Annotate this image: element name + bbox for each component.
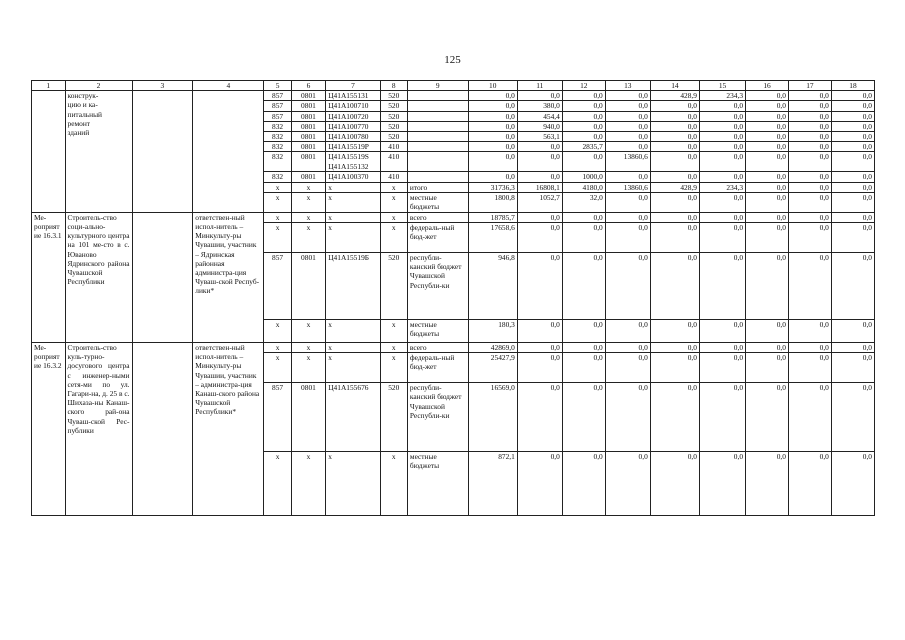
section-cell: 0801 (291, 172, 326, 182)
amount-cell: 0,0 (831, 182, 874, 192)
activity-name-line: питальный (67, 109, 103, 119)
column-header: 15 (699, 81, 745, 91)
amount-cell: 0,0 (746, 212, 789, 222)
column-header: 2 (65, 81, 132, 91)
expense-type-cell: x (380, 192, 407, 212)
amount-cell: 0,0 (517, 212, 562, 222)
activity-code-cell: Ме-роприятие 16.3.2 (32, 343, 66, 516)
amount-cell: 0,0 (788, 383, 831, 452)
executor-cell: ответствен-ный испол-нитель – Минкульту-ры Чувашии, участник – Ядринская районная администра-ция Чуваш-ской Респуб-лики* (193, 212, 264, 342)
grbs-cell: x (264, 223, 291, 253)
amount-cell: 0,0 (468, 172, 517, 182)
column-header: 16 (746, 81, 789, 91)
amount-cell: 0,0 (650, 132, 699, 142)
section-cell: 0801 (291, 91, 326, 101)
amount-cell: 0,0 (650, 152, 699, 172)
amount-cell: 1800,8 (468, 192, 517, 212)
amount-cell: 0,0 (650, 142, 699, 152)
funding-source-cell (407, 142, 468, 152)
amount-cell: 0,0 (831, 142, 874, 152)
section-cell: 0801 (291, 132, 326, 142)
amount-cell: 0,0 (517, 152, 562, 172)
funding-source-cell: местные бюджеты (407, 452, 468, 516)
amount-cell: 380,0 (517, 101, 562, 111)
amount-cell: 0,0 (788, 353, 831, 383)
amount-cell: 0,0 (746, 223, 789, 253)
amount-cell: 0,0 (468, 142, 517, 152)
amount-cell: 0,0 (517, 142, 562, 152)
amount-cell: 42869,0 (468, 343, 517, 353)
grbs-cell: 857 (264, 111, 291, 121)
grbs-cell: 832 (264, 121, 291, 131)
amount-cell: 0,0 (650, 383, 699, 452)
expense-type-cell: 520 (380, 111, 407, 121)
page-number: 125 (444, 54, 461, 66)
funding-source-cell (407, 152, 468, 172)
amount-cell: 0,0 (788, 132, 831, 142)
grbs-cell: 832 (264, 142, 291, 152)
amount-cell: 0,0 (517, 343, 562, 353)
amount-cell: 0,0 (562, 101, 605, 111)
amount-cell: 16808,1 (517, 182, 562, 192)
amount-cell: 0,0 (831, 320, 874, 343)
grbs-cell: 832 (264, 132, 291, 142)
funding-source-cell (407, 101, 468, 111)
expense-type-cell: 520 (380, 383, 407, 452)
funding-source-cell: всего (407, 343, 468, 353)
expense-type-cell: x (380, 223, 407, 253)
amount-cell: 0,0 (788, 152, 831, 172)
amount-cell: 0,0 (562, 111, 605, 121)
grbs-cell: x (264, 212, 291, 222)
amount-cell: 0,0 (699, 343, 745, 353)
amount-cell: 0,0 (788, 182, 831, 192)
amount-cell: 0,0 (650, 121, 699, 131)
amount-cell: 0,0 (517, 91, 562, 101)
expense-type-cell: x (380, 343, 407, 353)
amount-cell: 0,0 (746, 121, 789, 131)
amount-cell: 0,0 (831, 212, 874, 222)
amount-cell: 0,0 (605, 101, 650, 111)
amount-cell: 0,0 (831, 383, 874, 452)
amount-cell: 0,0 (746, 353, 789, 383)
amount-cell: 0,0 (650, 101, 699, 111)
amount-cell: 0,0 (605, 383, 650, 452)
funding-source-cell: федераль-ный бюд-жет (407, 353, 468, 383)
expense-type-cell: 410 (380, 152, 407, 172)
amount-cell: 0,0 (562, 223, 605, 253)
column-header: 6 (291, 81, 326, 91)
amount-cell: 0,0 (605, 353, 650, 383)
amount-cell: 0,0 (562, 383, 605, 452)
table-row (32, 343, 875, 353)
grbs-cell: 857 (264, 91, 291, 101)
section-cell: x (291, 353, 326, 383)
amount-cell: 16569,0 (468, 383, 517, 452)
amount-cell: 0,0 (517, 383, 562, 452)
amount-cell: 234,3 (699, 182, 745, 192)
expense-type-cell: x (380, 320, 407, 343)
program-cell (132, 91, 193, 213)
expense-type-cell: 410 (380, 172, 407, 182)
amount-cell: 0,0 (650, 172, 699, 182)
amount-cell: 180,3 (468, 320, 517, 343)
amount-cell: 0,0 (605, 172, 650, 182)
section-cell: 0801 (291, 142, 326, 152)
funding-source-cell: местные бюджеты (407, 320, 468, 343)
amount-cell: 0,0 (605, 212, 650, 222)
expense-type-cell: 520 (380, 91, 407, 101)
table-row (32, 91, 875, 101)
amount-cell: 0,0 (831, 132, 874, 142)
amount-cell: 0,0 (746, 383, 789, 452)
amount-cell: 0,0 (831, 172, 874, 182)
amount-cell: 0,0 (562, 452, 605, 516)
expense-type-cell: x (380, 182, 407, 192)
funding-source-cell: федераль-ный бюд-жет (407, 223, 468, 253)
amount-cell: 0,0 (650, 111, 699, 121)
section-cell: x (291, 320, 326, 343)
section-cell: x (291, 343, 326, 353)
amount-cell: 0,0 (746, 111, 789, 121)
amount-cell: 0,0 (517, 320, 562, 343)
program-cell (132, 212, 193, 342)
column-header: 5 (264, 81, 291, 91)
amount-cell: 0,0 (788, 452, 831, 516)
target-article-cell: Ц41А100770 (326, 121, 380, 131)
target-article-cell: Ц41А100780 (326, 132, 380, 142)
amount-cell: 0,0 (605, 253, 650, 320)
target-article-cell: x (326, 192, 380, 212)
amount-cell: 0,0 (605, 142, 650, 152)
amount-cell: 0,0 (562, 343, 605, 353)
column-header: 10 (468, 81, 517, 91)
amount-cell: 0,0 (831, 343, 874, 353)
funding-source-cell (407, 121, 468, 131)
grbs-cell: x (264, 192, 291, 212)
column-header: 8 (380, 81, 407, 91)
amount-cell: 0,0 (788, 223, 831, 253)
amount-cell: 0,0 (605, 343, 650, 353)
column-header: 9 (407, 81, 468, 91)
amount-cell: 0,0 (788, 320, 831, 343)
amount-cell: 0,0 (562, 91, 605, 101)
section-cell: 0801 (291, 253, 326, 320)
program-cell (132, 343, 193, 516)
amount-cell: 0,0 (468, 111, 517, 121)
target-article-cell: Ц41А155676 (326, 383, 380, 452)
expense-type-cell: x (380, 353, 407, 383)
target-article-cell: Ц41А15519Б (326, 253, 380, 320)
funding-source-cell (407, 111, 468, 121)
amount-cell: 0,0 (831, 223, 874, 253)
amount-cell: 0,0 (746, 91, 789, 101)
column-header: 13 (605, 81, 650, 91)
amount-cell: 0,0 (746, 182, 789, 192)
amount-cell: 0,0 (746, 152, 789, 172)
activity-code-cell (32, 91, 66, 213)
activity-name-line: зданий (67, 128, 90, 138)
amount-cell: 428,9 (650, 182, 699, 192)
grbs-cell: 832 (264, 172, 291, 182)
expense-type-cell: 520 (380, 132, 407, 142)
amount-cell: 0,0 (831, 253, 874, 320)
amount-cell: 0,0 (562, 353, 605, 383)
target-article-cell: Ц41А155131 (326, 91, 380, 101)
amount-cell: 0,0 (562, 132, 605, 142)
amount-cell: 0,0 (468, 132, 517, 142)
activity-name-cell: Строитель-ство куль-турно-досугового центра с инженер-ными сетя-ми по ул. Гагари-на, д. 25 в с. Шихаза-ны Канаш-ского рай-она Чуваш-ской Рес-публики (65, 343, 132, 516)
amount-cell: 0,0 (650, 452, 699, 516)
expense-type-cell: x (380, 452, 407, 516)
amount-cell: 563,1 (517, 132, 562, 142)
amount-cell: 0,0 (831, 111, 874, 121)
amount-cell: 0,0 (788, 192, 831, 212)
amount-cell: 940,0 (517, 121, 562, 131)
section-cell: 0801 (291, 121, 326, 131)
amount-cell: 0,0 (788, 142, 831, 152)
amount-cell: 0,0 (788, 343, 831, 353)
amount-cell: 0,0 (605, 121, 650, 131)
activity-name-cell (65, 91, 132, 213)
grbs-cell: x (264, 353, 291, 383)
amount-cell: 0,0 (517, 253, 562, 320)
amount-cell: 0,0 (650, 320, 699, 343)
amount-cell: 0,0 (699, 452, 745, 516)
amount-cell: 0,0 (788, 172, 831, 182)
grbs-cell: x (264, 452, 291, 516)
amount-cell: 13860,6 (605, 182, 650, 192)
amount-cell: 0,0 (605, 91, 650, 101)
section-cell: x (291, 223, 326, 253)
amount-cell: 25427,9 (468, 353, 517, 383)
amount-cell: 0,0 (650, 253, 699, 320)
grbs-cell: 832 (264, 152, 291, 172)
amount-cell: 0,0 (562, 253, 605, 320)
target-article-cell: x (326, 182, 380, 192)
amount-cell: 0,0 (831, 452, 874, 516)
column-header: 18 (831, 81, 874, 91)
amount-cell: 0,0 (746, 253, 789, 320)
amount-cell: 0,0 (699, 152, 745, 172)
target-article-cell: Ц41А100720 (326, 111, 380, 121)
funding-source-cell (407, 132, 468, 142)
grbs-cell: 857 (264, 383, 291, 452)
amount-cell: 4180,0 (562, 182, 605, 192)
amount-cell: 0,0 (605, 192, 650, 212)
amount-cell: 0,0 (746, 101, 789, 111)
section-cell: 0801 (291, 383, 326, 452)
amount-cell: 0,0 (562, 121, 605, 131)
amount-cell: 0,0 (605, 320, 650, 343)
activity-name-line: цию и ка- (67, 100, 98, 110)
target-article-cell: x (326, 320, 380, 343)
amount-cell: 0,0 (650, 353, 699, 383)
amount-cell: 0,0 (746, 192, 789, 212)
amount-cell: 0,0 (788, 91, 831, 101)
amount-cell: 454,4 (517, 111, 562, 121)
header-row (32, 81, 875, 91)
expense-type-cell: 520 (380, 121, 407, 131)
amount-cell: 18785,7 (468, 212, 517, 222)
target-article-cell: Ц41А15519S Ц41А155132 (326, 152, 380, 172)
amount-cell: 0,0 (605, 132, 650, 142)
grbs-cell: x (264, 320, 291, 343)
amount-cell: 946,8 (468, 253, 517, 320)
amount-cell: 13860,6 (605, 152, 650, 172)
funding-source-cell (407, 91, 468, 101)
amount-cell: 0,0 (699, 192, 745, 212)
amount-cell: 0,0 (831, 152, 874, 172)
amount-cell: 17658,6 (468, 223, 517, 253)
amount-cell: 0,0 (746, 343, 789, 353)
amount-cell: 0,0 (699, 223, 745, 253)
column-header: 11 (517, 81, 562, 91)
amount-cell: 0,0 (562, 152, 605, 172)
amount-cell: 428,9 (650, 91, 699, 101)
amount-cell: 1000,0 (562, 172, 605, 182)
funding-source-cell: всего (407, 212, 468, 222)
section-cell: x (291, 192, 326, 212)
target-article-cell: Ц41А15519Р (326, 142, 380, 152)
amount-cell: 0,0 (831, 121, 874, 131)
amount-cell: 0,0 (468, 152, 517, 172)
column-header: 3 (132, 81, 193, 91)
section-cell: 0801 (291, 111, 326, 121)
table-body (32, 91, 875, 516)
amount-cell: 0,0 (650, 223, 699, 253)
amount-cell: 0,0 (650, 343, 699, 353)
amount-cell: 0,0 (468, 121, 517, 131)
amount-cell: 0,0 (699, 111, 745, 121)
amount-cell: 0,0 (699, 132, 745, 142)
expense-type-cell: 410 (380, 142, 407, 152)
column-header: 1 (32, 81, 66, 91)
target-article-cell: Ц41А100710 (326, 101, 380, 111)
grbs-cell: x (264, 343, 291, 353)
amount-cell: 32,0 (562, 192, 605, 212)
amount-cell: 1052,7 (517, 192, 562, 212)
amount-cell: 0,0 (746, 142, 789, 152)
section-cell: 0801 (291, 101, 326, 111)
target-article-cell: x (326, 343, 380, 353)
amount-cell: 0,0 (699, 383, 745, 452)
activity-code-cell: Ме-роприятие 16.3.1 (32, 212, 66, 342)
section-cell: x (291, 452, 326, 516)
amount-cell: 0,0 (788, 111, 831, 121)
amount-cell: 0,0 (517, 452, 562, 516)
target-article-cell: x (326, 212, 380, 222)
amount-cell: 0,0 (562, 320, 605, 343)
expense-type-cell: 520 (380, 253, 407, 320)
expense-type-cell: x (380, 212, 407, 222)
funding-source-cell: республи-канский бюджет Чувашской Республи-ки (407, 253, 468, 320)
amount-cell: 0,0 (699, 212, 745, 222)
target-article-cell: Ц41А100370 (326, 172, 380, 182)
amount-cell: 31736,3 (468, 182, 517, 192)
table-row (32, 212, 875, 222)
amount-cell: 0,0 (746, 172, 789, 182)
amount-cell: 2835,7 (562, 142, 605, 152)
funding-source-cell: республи-канский бюджет Чувашской Республи-ки (407, 383, 468, 452)
activity-name-line: конструк- (67, 91, 99, 101)
target-article-cell: x (326, 223, 380, 253)
amount-cell: 0,0 (517, 172, 562, 182)
grbs-cell: 857 (264, 101, 291, 111)
executor-cell: ответствен-ный испол-нитель – Минкульту-ры Чувашии, участник – администра-ция Канаш-ского района Чувашской Республики* (193, 343, 264, 516)
funding-source-cell (407, 172, 468, 182)
amount-cell: 0,0 (562, 212, 605, 222)
expense-type-cell: 520 (380, 101, 407, 111)
amount-cell: 0,0 (746, 452, 789, 516)
amount-cell: 872,1 (468, 452, 517, 516)
amount-cell: 0,0 (699, 121, 745, 131)
column-header: 14 (650, 81, 699, 91)
column-header: 17 (788, 81, 831, 91)
amount-cell: 0,0 (517, 353, 562, 383)
amount-cell: 0,0 (831, 192, 874, 212)
amount-cell: 0,0 (746, 132, 789, 142)
target-article-cell: x (326, 452, 380, 516)
amount-cell: 0,0 (699, 142, 745, 152)
amount-cell: 0,0 (605, 223, 650, 253)
section-cell: x (291, 212, 326, 222)
funding-source-cell: итого (407, 182, 468, 192)
amount-cell: 0,0 (788, 121, 831, 131)
amount-cell: 234,3 (699, 91, 745, 101)
amount-cell: 0,0 (517, 223, 562, 253)
amount-cell: 0,0 (468, 91, 517, 101)
amount-cell: 0,0 (831, 91, 874, 101)
column-header: 7 (326, 81, 380, 91)
amount-cell: 0,0 (788, 101, 831, 111)
activity-name-line: ремонт (67, 118, 91, 128)
column-header: 12 (562, 81, 605, 91)
column-header: 4 (193, 81, 264, 91)
amount-cell: 0,0 (699, 320, 745, 343)
target-article-cell: x (326, 353, 380, 383)
amount-cell: 0,0 (468, 101, 517, 111)
amount-cell: 0,0 (831, 353, 874, 383)
grbs-cell: x (264, 182, 291, 192)
funding-source-cell: местные бюджеты (407, 192, 468, 212)
grbs-cell: 857 (264, 253, 291, 320)
amount-cell: 0,0 (699, 353, 745, 383)
amount-cell: 0,0 (699, 172, 745, 182)
amount-cell: 0,0 (788, 212, 831, 222)
amount-cell: 0,0 (831, 101, 874, 111)
amount-cell: 0,0 (699, 101, 745, 111)
section-cell: x (291, 182, 326, 192)
activity-name-cell: Строитель-ство соци-ально-культурного центра на 101 ме-сто в с. Юваново Ядринского района Чувашской Республики (65, 212, 132, 342)
amount-cell: 0,0 (746, 320, 789, 343)
amount-cell: 0,0 (650, 212, 699, 222)
executor-cell (193, 91, 264, 213)
amount-cell: 0,0 (699, 253, 745, 320)
amount-cell: 0,0 (605, 452, 650, 516)
amount-cell: 0,0 (650, 192, 699, 212)
section-cell: 0801 (291, 152, 326, 172)
budget-table (31, 80, 875, 516)
amount-cell: 0,0 (605, 111, 650, 121)
amount-cell: 0,0 (788, 253, 831, 320)
